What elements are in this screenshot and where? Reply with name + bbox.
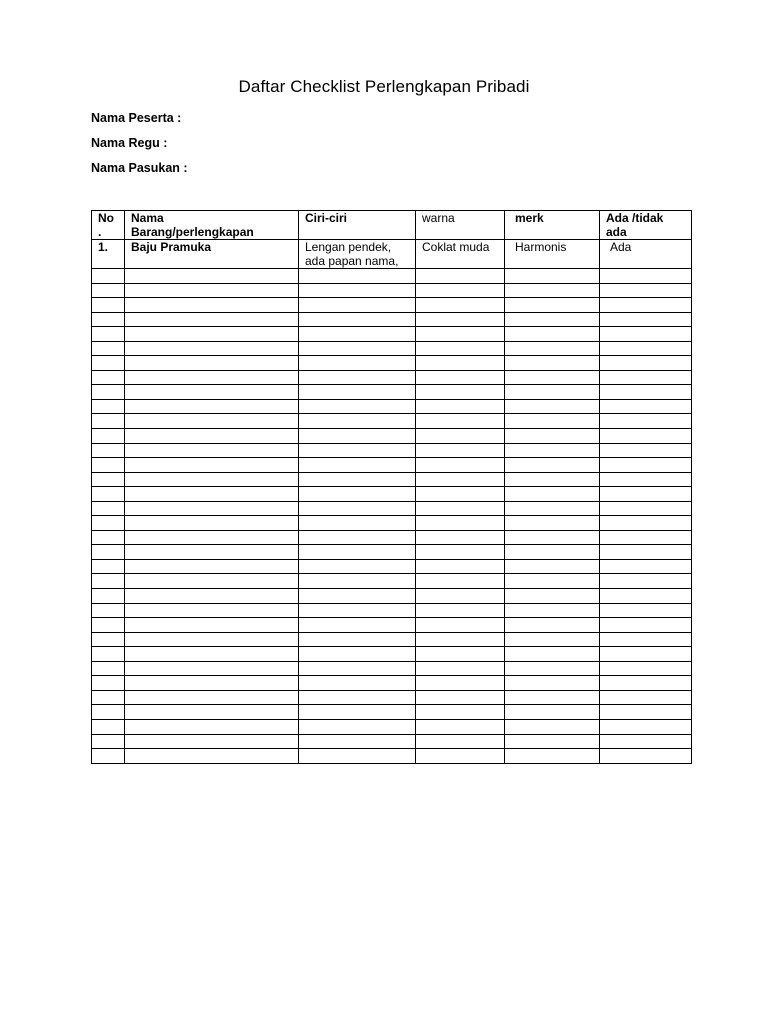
empty-cell (299, 429, 416, 444)
empty-table-row (92, 530, 692, 545)
empty-cell (299, 647, 416, 662)
empty-cell (416, 501, 505, 516)
empty-cell (299, 341, 416, 356)
table-row (92, 240, 692, 269)
empty-cell (92, 647, 125, 662)
empty-cell (92, 501, 125, 516)
empty-cell (600, 429, 692, 444)
empty-cell (416, 734, 505, 749)
empty-cell (505, 298, 600, 313)
empty-cell (299, 676, 416, 691)
empty-cell (600, 327, 692, 342)
empty-cell (125, 516, 299, 531)
empty-cell (600, 676, 692, 691)
empty-table-row (92, 487, 692, 502)
empty-cell (125, 603, 299, 618)
empty-cell (92, 559, 125, 574)
empty-cell (600, 574, 692, 589)
empty-cell (416, 516, 505, 531)
empty-table-row (92, 647, 692, 662)
empty-cell (299, 443, 416, 458)
empty-cell (416, 705, 505, 720)
empty-cell (416, 559, 505, 574)
empty-cell (92, 574, 125, 589)
empty-cell (125, 269, 299, 284)
empty-cell (505, 356, 600, 371)
empty-cell (505, 341, 600, 356)
empty-cell (416, 283, 505, 298)
empty-table-row (92, 312, 692, 327)
empty-cell (505, 618, 600, 633)
empty-cell (600, 443, 692, 458)
empty-cell (125, 385, 299, 400)
empty-cell (125, 370, 299, 385)
empty-cell (92, 283, 125, 298)
empty-cell (416, 618, 505, 633)
empty-cell (505, 283, 600, 298)
empty-cell (505, 429, 600, 444)
empty-cell (92, 487, 125, 502)
empty-cell (299, 632, 416, 647)
empty-cell (416, 545, 505, 560)
empty-cell (600, 719, 692, 734)
empty-cell (505, 443, 600, 458)
empty-cell (92, 632, 125, 647)
empty-cell (600, 298, 692, 313)
empty-cell (505, 414, 600, 429)
header-ada-line2: ada (606, 225, 627, 239)
empty-cell (125, 327, 299, 342)
empty-cell (600, 385, 692, 400)
empty-cell (92, 298, 125, 313)
empty-cell (125, 399, 299, 414)
empty-cell (600, 734, 692, 749)
empty-cell (505, 458, 600, 473)
empty-cell (600, 414, 692, 429)
empty-table-row (92, 632, 692, 647)
empty-cell (92, 516, 125, 531)
empty-cell (299, 356, 416, 371)
empty-cell (92, 327, 125, 342)
empty-cell (416, 530, 505, 545)
empty-cell (92, 530, 125, 545)
empty-table-row (92, 690, 692, 705)
empty-cell (299, 472, 416, 487)
empty-cell (125, 312, 299, 327)
empty-cell (92, 341, 125, 356)
empty-table-row (92, 589, 692, 604)
header-no-line1: No (98, 211, 114, 225)
empty-cell (92, 370, 125, 385)
empty-cell (92, 734, 125, 749)
empty-cell (299, 399, 416, 414)
empty-cell (600, 749, 692, 764)
empty-cell (125, 618, 299, 633)
empty-cell (125, 283, 299, 298)
empty-table-row (92, 574, 692, 589)
empty-table-row (92, 719, 692, 734)
empty-cell (505, 487, 600, 502)
empty-cell (416, 429, 505, 444)
empty-cell (299, 661, 416, 676)
header-ada-line1: Ada /tidak (606, 211, 664, 225)
empty-cell (299, 705, 416, 720)
header-ciri: Ciri-ciri (299, 211, 416, 240)
empty-cell (92, 312, 125, 327)
empty-cell (600, 589, 692, 604)
empty-table-row (92, 443, 692, 458)
empty-table-row (92, 472, 692, 487)
empty-cell (505, 472, 600, 487)
empty-cell (299, 603, 416, 618)
empty-cell (600, 356, 692, 371)
empty-table-row (92, 370, 692, 385)
empty-cell (92, 472, 125, 487)
empty-cell (299, 283, 416, 298)
empty-cell (600, 530, 692, 545)
empty-cell (92, 545, 125, 560)
empty-cell (125, 458, 299, 473)
empty-cell (600, 618, 692, 633)
checklist-table (91, 210, 692, 764)
empty-cell (505, 676, 600, 691)
empty-cell (299, 269, 416, 284)
header-nama-line2: Barang/perlengkapan (131, 225, 254, 239)
empty-cell (92, 749, 125, 764)
empty-table-row (92, 458, 692, 473)
empty-cell (299, 749, 416, 764)
table-header-row (92, 211, 692, 240)
empty-table-row (92, 414, 692, 429)
empty-cell (416, 327, 505, 342)
empty-cell (505, 574, 600, 589)
empty-cell (299, 574, 416, 589)
header-merk: merk (505, 211, 600, 240)
empty-table-row (92, 356, 692, 371)
empty-cell (125, 545, 299, 560)
empty-cell (416, 749, 505, 764)
empty-cell (505, 749, 600, 764)
empty-cell (600, 647, 692, 662)
empty-cell (299, 530, 416, 545)
empty-cell (299, 516, 416, 531)
empty-cell (125, 705, 299, 720)
empty-cell (505, 603, 600, 618)
empty-cell (600, 632, 692, 647)
empty-cell (125, 574, 299, 589)
empty-cell (416, 632, 505, 647)
empty-cell (600, 341, 692, 356)
empty-cell (505, 501, 600, 516)
empty-cell (92, 356, 125, 371)
empty-cell (600, 603, 692, 618)
empty-cell (299, 545, 416, 560)
header-ada (600, 211, 692, 240)
empty-cell (125, 530, 299, 545)
empty-cell (600, 458, 692, 473)
header-nama-line1: Nama (131, 211, 164, 225)
empty-cell (416, 574, 505, 589)
empty-cell (600, 312, 692, 327)
empty-table-row (92, 283, 692, 298)
empty-cell (416, 487, 505, 502)
empty-cell (505, 647, 600, 662)
empty-cell (125, 719, 299, 734)
empty-table-row (92, 545, 692, 560)
empty-cell (299, 618, 416, 633)
empty-cell (505, 734, 600, 749)
empty-table-row (92, 618, 692, 633)
cell-nama: Baju Pramuka (125, 240, 299, 269)
empty-cell (416, 298, 505, 313)
empty-cell (416, 603, 505, 618)
cell-merk: Harmonis (505, 240, 600, 269)
empty-cell (505, 370, 600, 385)
empty-table-row (92, 705, 692, 720)
empty-cell (125, 690, 299, 705)
empty-cell (600, 399, 692, 414)
empty-cell (92, 618, 125, 633)
empty-table-row (92, 327, 692, 342)
empty-table-row (92, 429, 692, 444)
empty-cell (416, 661, 505, 676)
header-no-line2: . (98, 225, 102, 239)
cell-ada: Ada (600, 240, 692, 269)
empty-table-row (92, 516, 692, 531)
empty-cell (125, 632, 299, 647)
empty-cell (505, 530, 600, 545)
cell-ciri-line2: ada papan nama, (305, 254, 399, 268)
empty-cell (505, 269, 600, 284)
empty-cell (600, 559, 692, 574)
empty-cell (600, 487, 692, 502)
empty-cell (505, 312, 600, 327)
empty-table-row (92, 749, 692, 764)
empty-cell (416, 458, 505, 473)
empty-cell (416, 356, 505, 371)
empty-cell (125, 589, 299, 604)
empty-cell (299, 589, 416, 604)
field-nama-regu: Nama Regu : (91, 136, 168, 150)
empty-cell (416, 370, 505, 385)
empty-cell (416, 472, 505, 487)
empty-cell (92, 705, 125, 720)
empty-cell (505, 661, 600, 676)
empty-cell (125, 414, 299, 429)
field-nama-peserta: Nama Peserta : (91, 111, 182, 125)
empty-table-row (92, 603, 692, 618)
empty-cell (299, 414, 416, 429)
empty-cell (125, 356, 299, 371)
empty-cell (125, 647, 299, 662)
empty-cell (416, 719, 505, 734)
empty-cell (125, 734, 299, 749)
empty-cell (299, 559, 416, 574)
empty-cell (299, 501, 416, 516)
empty-cell (299, 370, 416, 385)
empty-cell (92, 269, 125, 284)
empty-cell (125, 443, 299, 458)
empty-cell (505, 690, 600, 705)
empty-cell (416, 312, 505, 327)
empty-cell (600, 370, 692, 385)
empty-cell (600, 501, 692, 516)
field-nama-pasukan: Nama Pasukan : (91, 161, 188, 175)
header-no (92, 211, 125, 240)
empty-table-row (92, 298, 692, 313)
empty-cell (125, 661, 299, 676)
empty-cell (299, 312, 416, 327)
empty-cell (299, 690, 416, 705)
empty-cell (416, 269, 505, 284)
empty-cell (92, 661, 125, 676)
empty-cell (505, 705, 600, 720)
document-title: Daftar Checklist Perlengkapan Pribadi (238, 77, 530, 96)
empty-cell (299, 487, 416, 502)
empty-cell (299, 458, 416, 473)
cell-no: 1. (92, 240, 125, 269)
empty-cell (92, 603, 125, 618)
empty-cell (416, 385, 505, 400)
empty-cell (600, 472, 692, 487)
empty-table-row (92, 501, 692, 516)
empty-cell (505, 516, 600, 531)
empty-cell (416, 690, 505, 705)
empty-cell (600, 283, 692, 298)
empty-cell (505, 545, 600, 560)
empty-cell (505, 719, 600, 734)
empty-cell (505, 399, 600, 414)
empty-table-row (92, 559, 692, 574)
empty-cell (416, 341, 505, 356)
empty-cell (125, 676, 299, 691)
empty-cell (92, 414, 125, 429)
empty-cell (600, 269, 692, 284)
empty-cell (299, 327, 416, 342)
empty-cell (125, 341, 299, 356)
empty-table-row (92, 385, 692, 400)
empty-table-row (92, 341, 692, 356)
empty-cell (125, 429, 299, 444)
empty-table-row (92, 269, 692, 284)
empty-cell (505, 589, 600, 604)
empty-cell (600, 545, 692, 560)
empty-cell (92, 719, 125, 734)
empty-cell (600, 690, 692, 705)
empty-table-row (92, 676, 692, 691)
empty-cell (299, 385, 416, 400)
empty-cell (505, 632, 600, 647)
cell-ciri-line1: Lengan pendek, (305, 240, 392, 254)
empty-cell (125, 487, 299, 502)
empty-cell (600, 705, 692, 720)
empty-cell (92, 399, 125, 414)
empty-cell (92, 429, 125, 444)
header-nama (125, 211, 299, 240)
empty-cell (92, 589, 125, 604)
empty-cell (299, 719, 416, 734)
empty-cell (416, 414, 505, 429)
empty-cell (92, 385, 125, 400)
empty-cell (299, 734, 416, 749)
empty-cell (92, 443, 125, 458)
empty-cell (416, 647, 505, 662)
empty-table-row (92, 661, 692, 676)
empty-cell (125, 501, 299, 516)
empty-table-row (92, 734, 692, 749)
header-warna: warna (416, 211, 505, 240)
empty-cell (125, 749, 299, 764)
cell-warna: Coklat muda (416, 240, 505, 269)
empty-cell (416, 589, 505, 604)
empty-cell (299, 298, 416, 313)
empty-cell (600, 516, 692, 531)
empty-cell (416, 443, 505, 458)
empty-cell (600, 661, 692, 676)
empty-cell (92, 690, 125, 705)
empty-table-row (92, 399, 692, 414)
cell-ciri (299, 240, 416, 269)
empty-cell (505, 559, 600, 574)
empty-cell (416, 676, 505, 691)
empty-cell (125, 298, 299, 313)
empty-cell (505, 385, 600, 400)
empty-cell (92, 676, 125, 691)
empty-cell (416, 399, 505, 414)
empty-cell (125, 472, 299, 487)
empty-cell (125, 559, 299, 574)
empty-cell (505, 327, 600, 342)
empty-cell (92, 458, 125, 473)
